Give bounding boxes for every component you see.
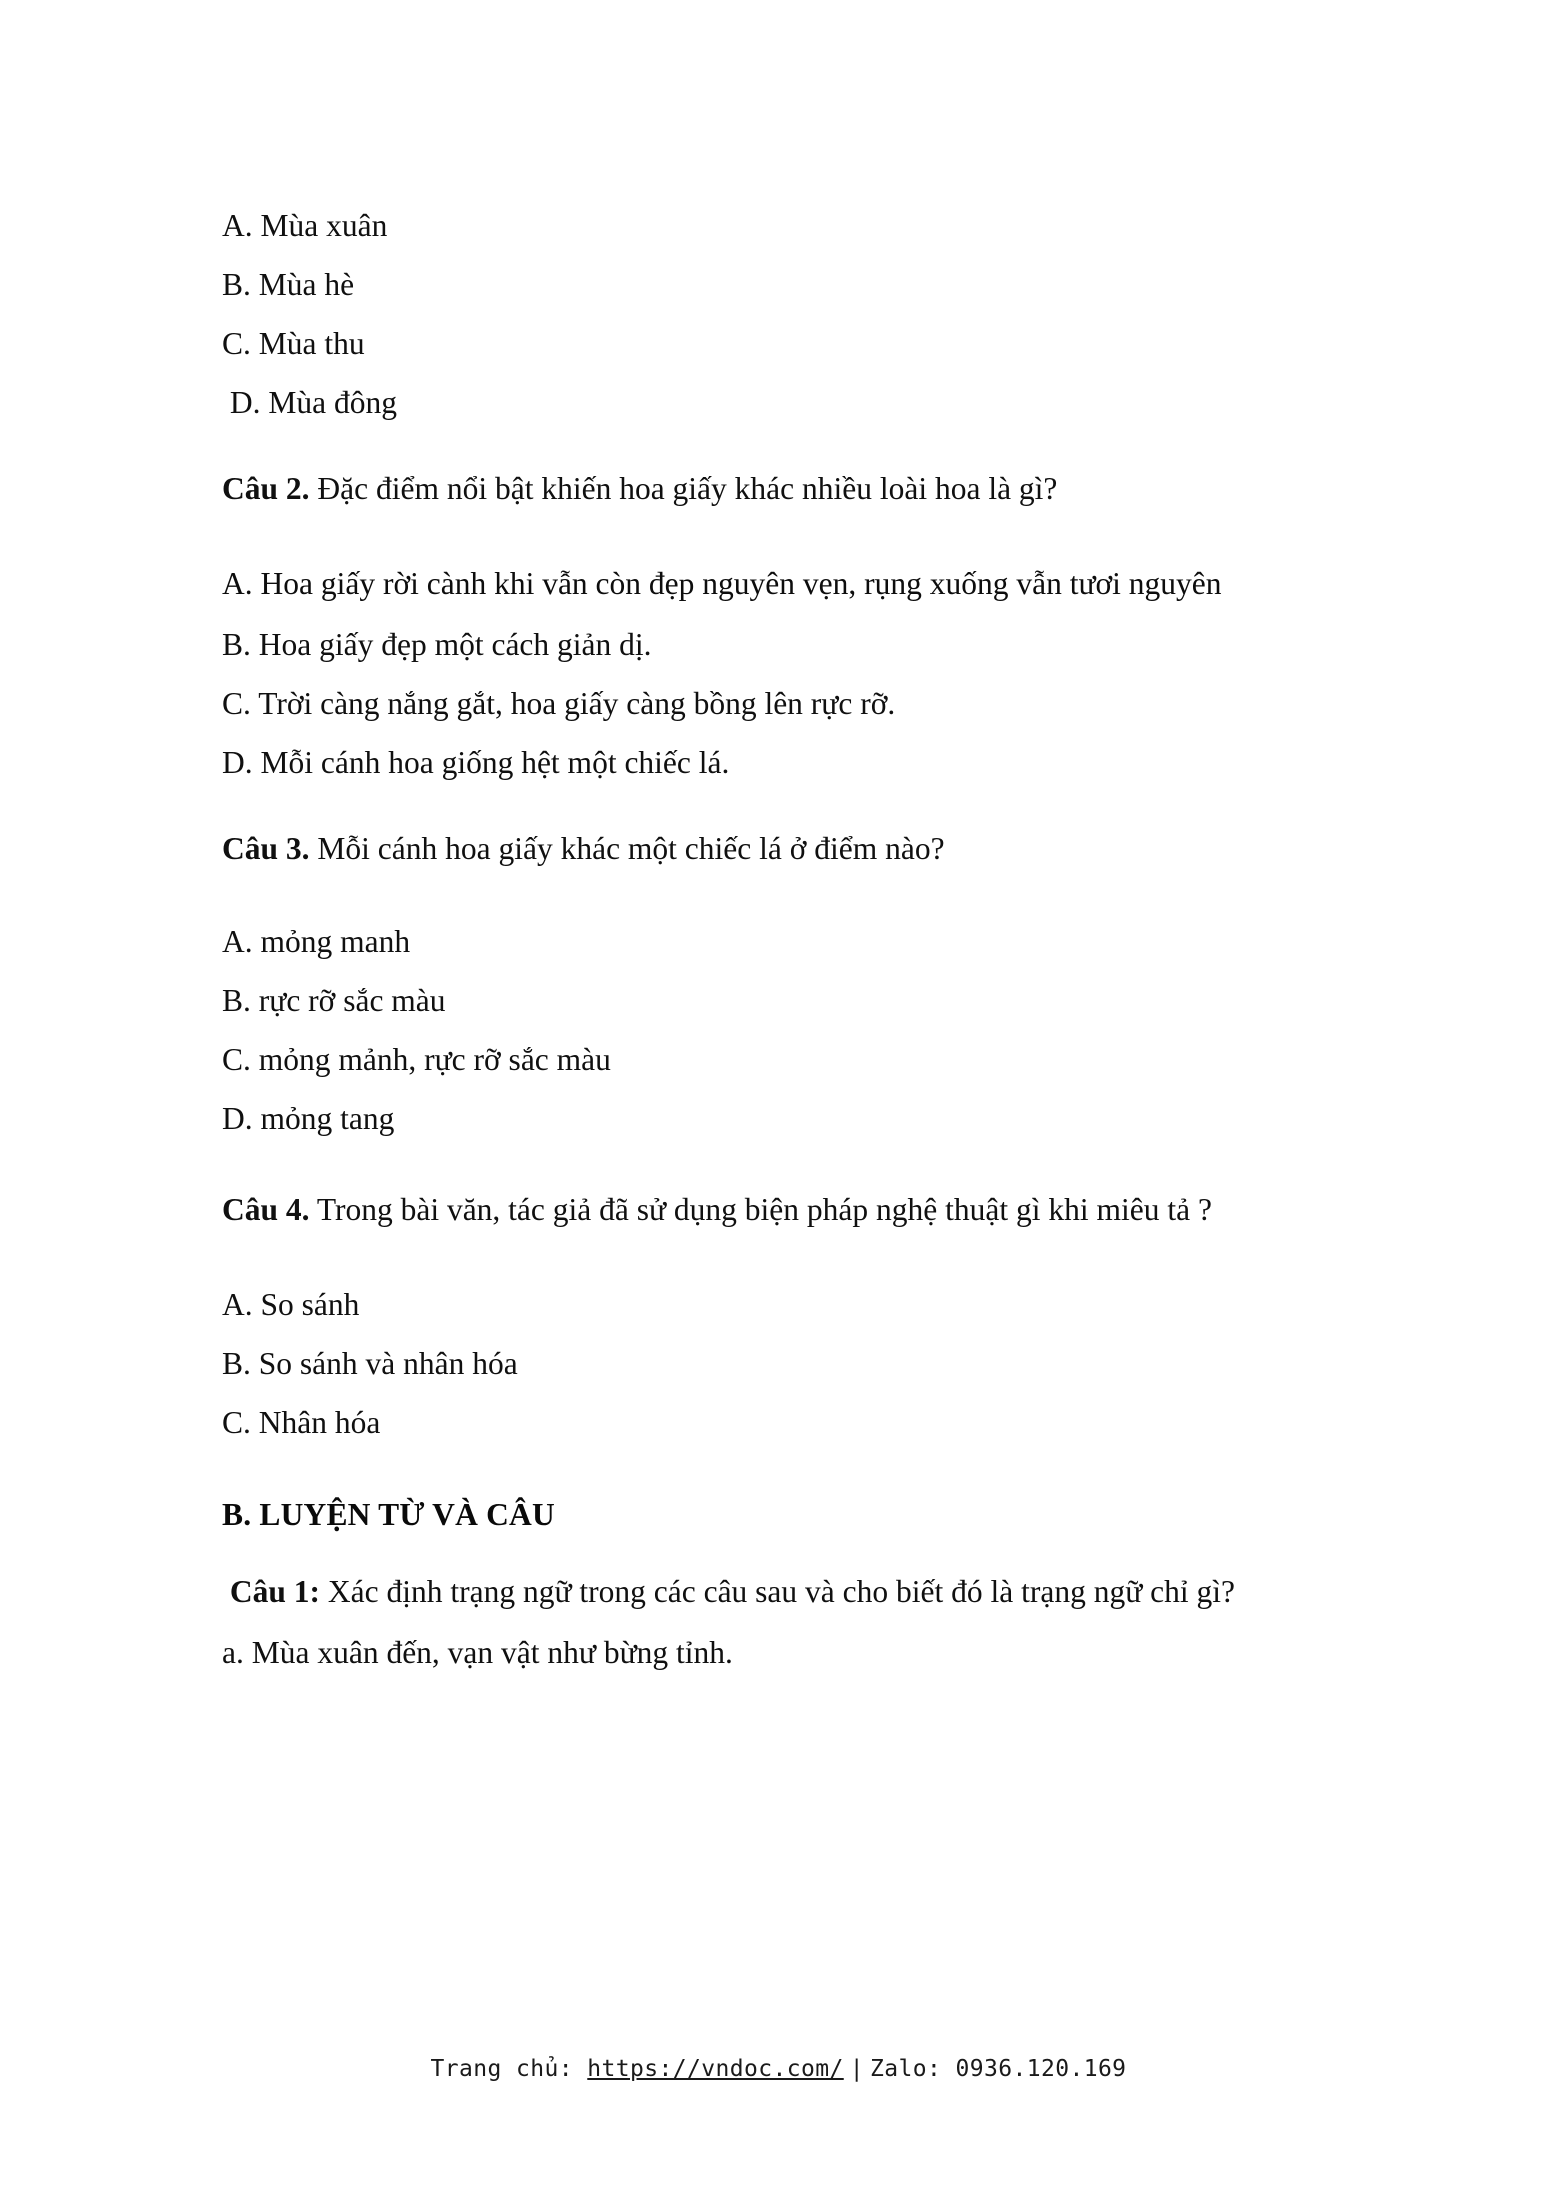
q3-option-a: A. mỏng manh [222,924,411,959]
q4-prompt [222,1178,1337,1241]
q3-prompt [222,826,1337,872]
footer-zalo: Zalo: 0936.120.169 [869,2056,1127,2082]
q3-prompt-text: Mỗi cánh hoa giấy khác một chiếc lá ở điểm nào? [309,831,945,866]
spacer [222,1452,1337,1492]
q2-option-b: B. Hoa giấy đẹp một cách giản dị. [222,627,652,662]
q2-prompt-text: Đặc điểm nổi bật khiến hoa giấy khác nhiều loài hoa là gì? [309,471,1058,506]
q3-option-c: C. mỏng mảnh, rực rỡ sắc màu [222,1042,611,1077]
spacer [222,872,1337,912]
q2-prompt [222,466,1337,512]
q3-option-b: B. rực rỡ sắc màu [222,983,446,1018]
q2-label: Câu 2. [222,471,310,506]
spacer [222,1148,1337,1178]
q3-option-d: D. mỏng tang [222,1101,395,1136]
spacer [222,512,1337,552]
footer-prefix: Trang chủ: [430,2056,588,2082]
q1-option-a: A. Mùa xuân [222,208,388,243]
q4-option-a: A. So sánh [222,1287,360,1322]
section-b-q1-item-a: a. Mùa xuân đến, vạn vật như bừng tỉnh. [222,1635,733,1670]
spacer [222,432,1337,466]
q2-option-d: D. Mỗi cánh hoa giống hệt một chiếc lá. [222,745,730,780]
q2-option-a: A. Hoa giấy rời cành khi vẫn còn đẹp nguyên vẹn, rụng xuống vẫn tươi nguyên [222,566,1222,601]
section-b-q1-prompt [222,1560,1337,1623]
page-footer [0,2056,1557,2082]
spacer [222,792,1337,826]
q3-label: Câu 3. [222,831,310,866]
section-b-heading: B. LUYỆN TỪ VÀ CÂU [222,1497,555,1532]
q4-option-b: B. So sánh và nhân hóa [222,1346,518,1381]
q1-option-b: B. Mùa hè [222,267,355,302]
footer-separator: | [849,2056,864,2082]
spacer [222,1538,1337,1560]
section-b-q1-label: Câu 1: [222,1574,321,1609]
q1-option-c: C. Mùa thu [222,326,365,361]
q1-option-d: D. Mùa đông [222,385,397,420]
spacer [222,1241,1337,1275]
section-b-q1-prompt-text: Xác định trạng ngữ trong các câu sau và cho biết đó là trạng ngữ chỉ gì? [320,1574,1235,1609]
footer-home-link[interactable]: https://vndoc.com/ [587,2056,844,2082]
q4-prompt-text: Trong bài văn, tác giả đã sử dụng biện pháp nghệ thuật gì khi miêu tả ? [309,1192,1212,1227]
q2-option-c: C. Trời càng nắng gắt, hoa giấy càng bồng lên rực rỡ. [222,686,896,721]
q4-label: Câu 4. [222,1192,310,1227]
document-body [222,196,1337,1682]
q4-option-c: C. Nhân hóa [222,1405,381,1440]
